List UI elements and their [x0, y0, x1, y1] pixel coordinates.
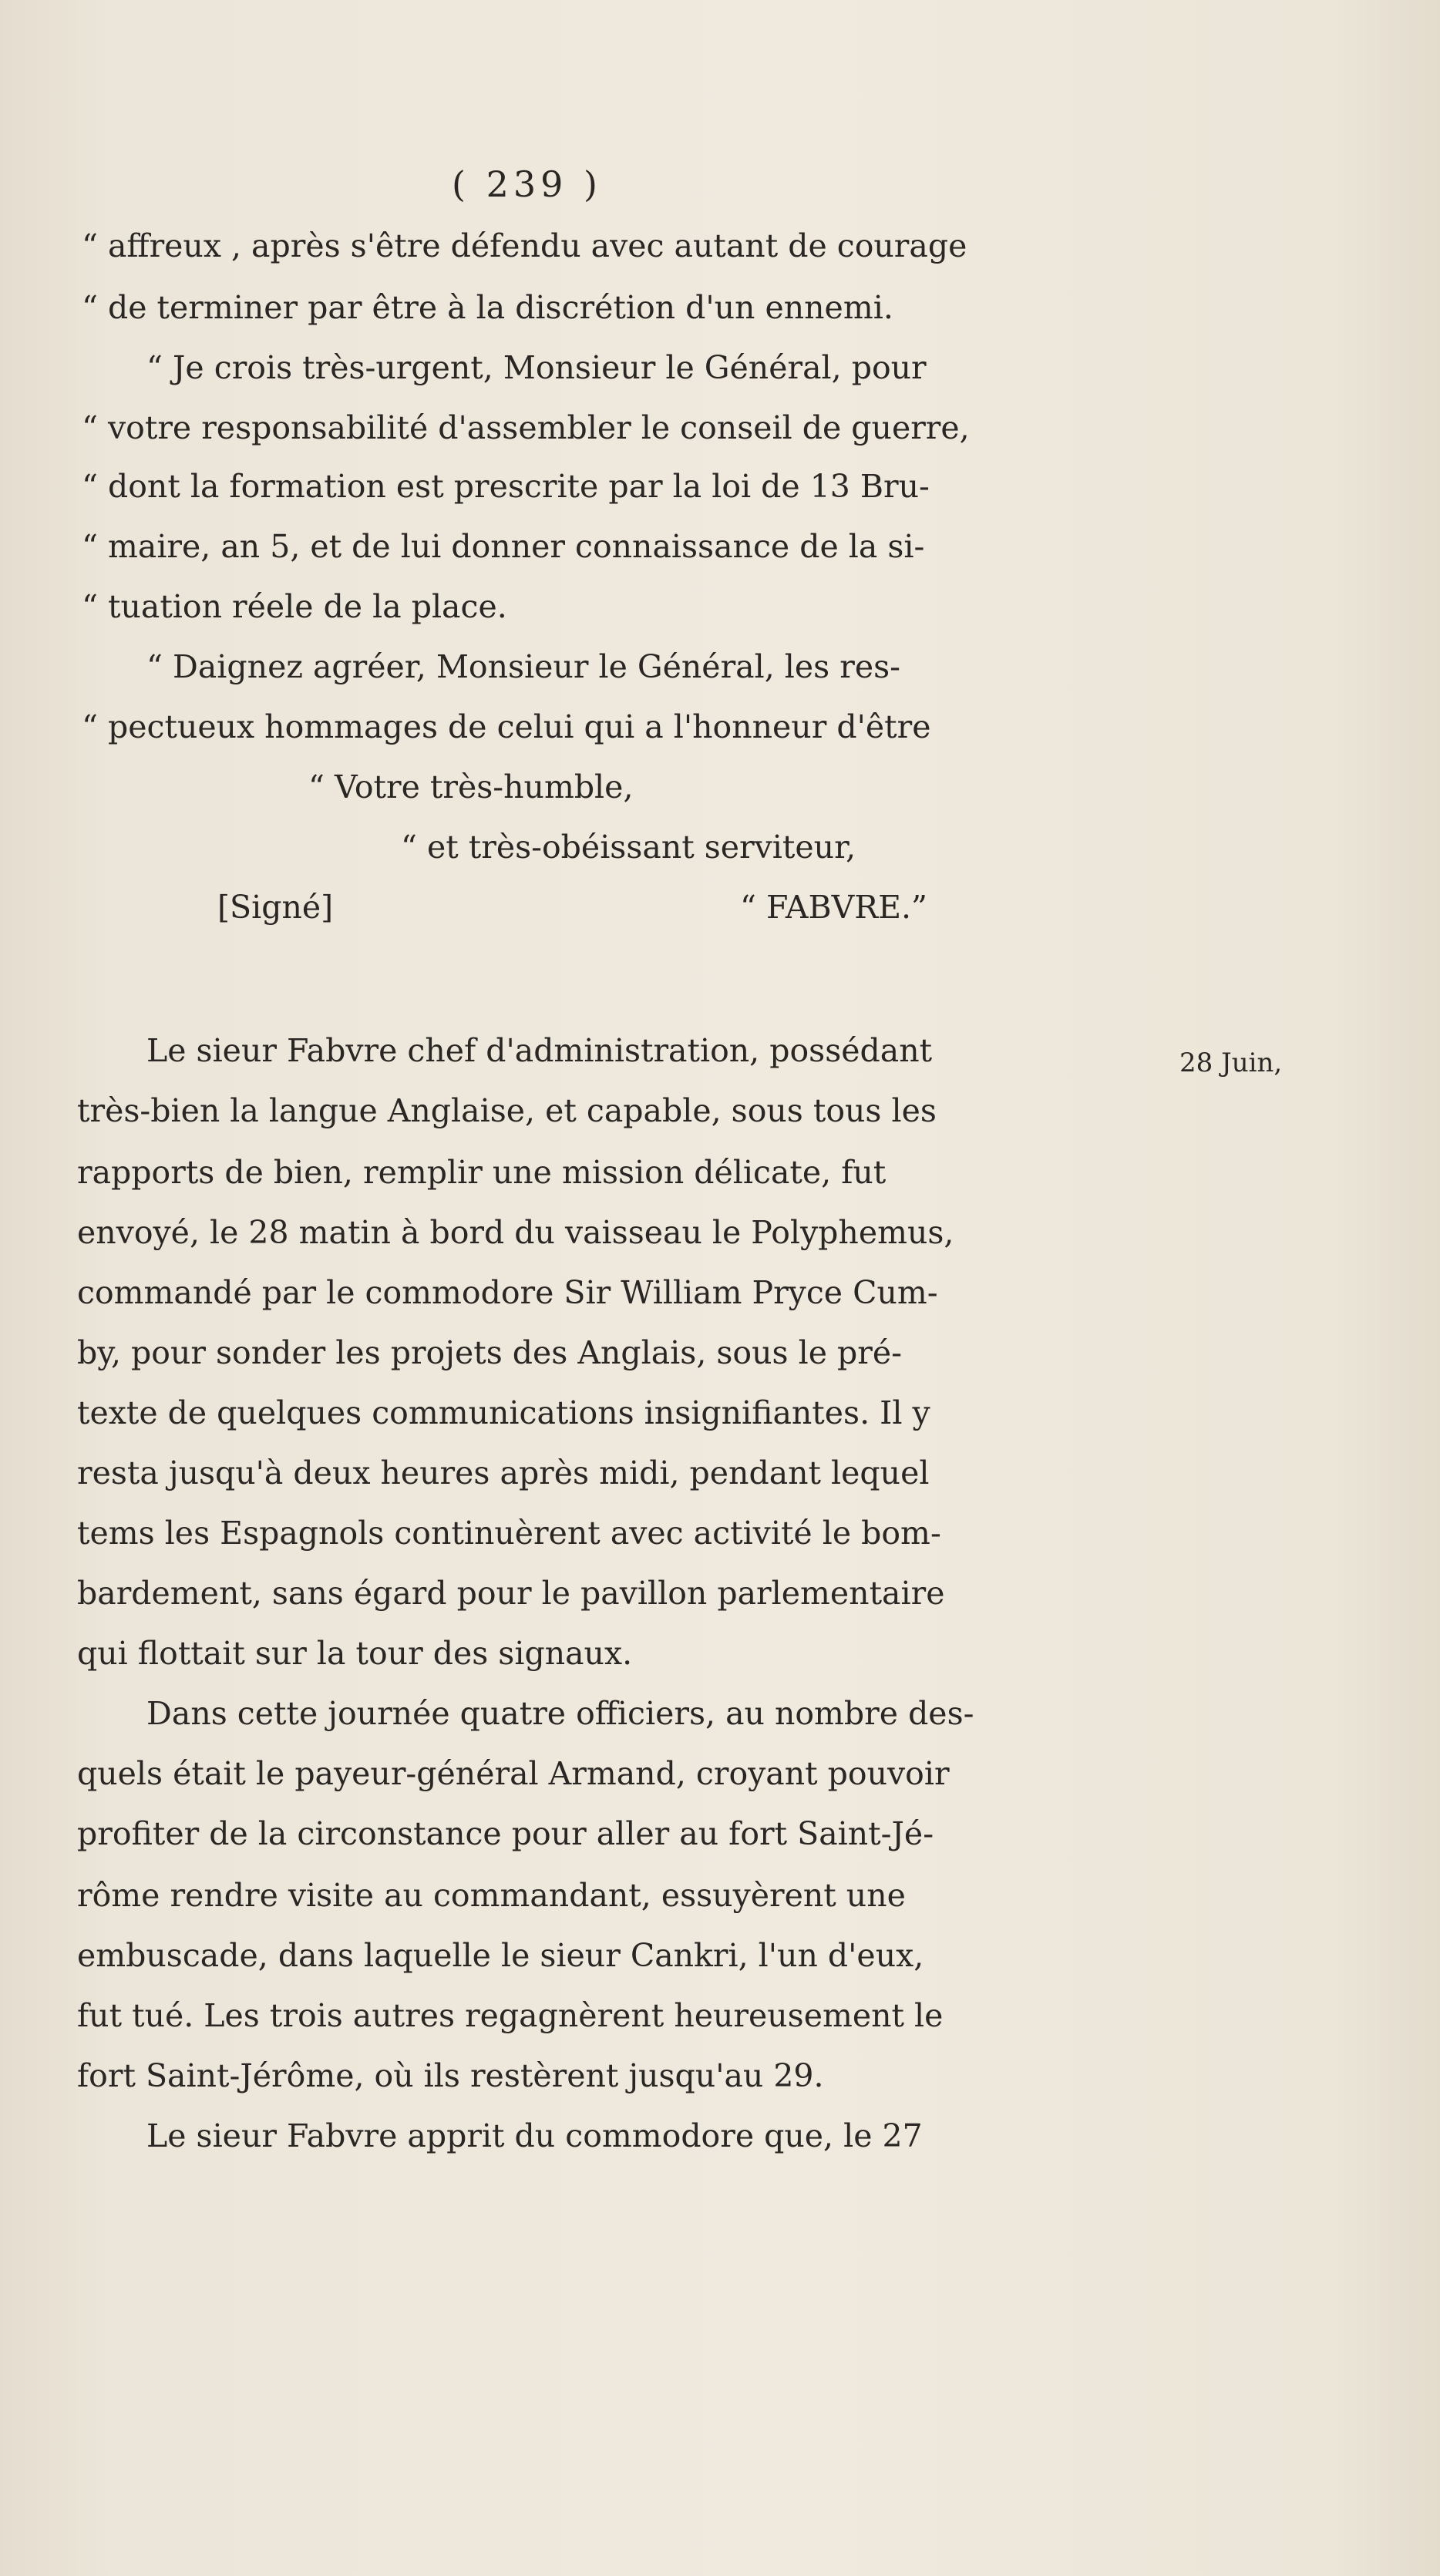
text-line: bardement, sans égard pour le pavillon parlementaire — [77, 1575, 945, 1612]
text-line: rapports de bien, remplir une mission délicate, fut — [77, 1154, 887, 1191]
text-line: texte de quelques communications insignifiantes. Il y — [77, 1394, 930, 1431]
text-line: “ maire, an 5, et de lui donner connaissance de la si- — [82, 528, 925, 565]
margin-note: 28 Juin, — [1179, 1048, 1283, 1078]
text-line: “ votre responsabilité d'assembler le conseil de guerre, — [82, 409, 970, 446]
text-line: très-bien la langue Anglaise, et capable, sous tous les — [77, 1092, 937, 1129]
text-line: embuscade, dans laquelle le sieur Cankri, l'un d'eux, — [77, 1937, 924, 1974]
text-line: quels était le payeur-général Armand, croyant pouvoir — [77, 1755, 950, 1792]
text-line: “ dont la formation est prescrite par la loi de 13 Bru- — [82, 468, 930, 505]
text-line: “ tuation réele de la place. — [82, 588, 507, 625]
text-line: profiter de la circonstance pour aller au fort Saint-Jé- — [77, 1815, 934, 1852]
text-line: fut tué. Les trois autres regagnèrent heureusement le — [77, 1997, 944, 2034]
page-number: ( 239 ) — [452, 163, 602, 205]
text-line: “ affreux , après s'être défendu avec autant de courage — [82, 227, 967, 264]
text-line: tems les Espagnols continuèrent avec activité le bom- — [77, 1515, 941, 1552]
text-line: “ Je crois très-urgent, Monsieur le Général, pour — [146, 349, 927, 386]
text-line: rôme rendre visite au commandant, essuyèrent une — [77, 1877, 906, 1914]
text-line: “ Daignez agréer, Monsieur le Général, les res- — [146, 648, 900, 685]
text-line: fort Saint-Jérôme, où ils restèrent jusqu'au 29. — [77, 2057, 824, 2094]
text-line: commandé par le commodore Sir William Pryce Cum- — [77, 1274, 938, 1311]
text-line: by, pour sonder les projets des Anglais, sous le pré- — [77, 1334, 902, 1371]
text-line: Le sieur Fabvre apprit du commodore que, le 27 — [146, 2117, 923, 2154]
text-line: “ pectueux hommages de celui qui a l'honneur d'être — [82, 708, 931, 745]
text-line: “ Votre très-humble, — [308, 768, 634, 805]
text-line: “ et très-obéissant serviteur, — [401, 829, 856, 866]
text-line: qui flottait sur la tour des signaux. — [77, 1635, 633, 1672]
text-line: “ de terminer par être à la discrétion d'un ennemi. — [82, 289, 893, 326]
text-line: Le sieur Fabvre chef d'administration, possédant — [146, 1032, 933, 1069]
text-line: resta jusqu'à deux heures après midi, pendant lequel — [77, 1454, 930, 1491]
text-line: envoyé, le 28 matin à bord du vaisseau le Polyphemus, — [77, 1214, 954, 1251]
signature-label: [Signé] — [217, 889, 334, 926]
text-line: Dans cette journée quatre officiers, au nombre des- — [146, 1695, 974, 1732]
signature-name: “ FABVRE.” — [740, 889, 928, 926]
